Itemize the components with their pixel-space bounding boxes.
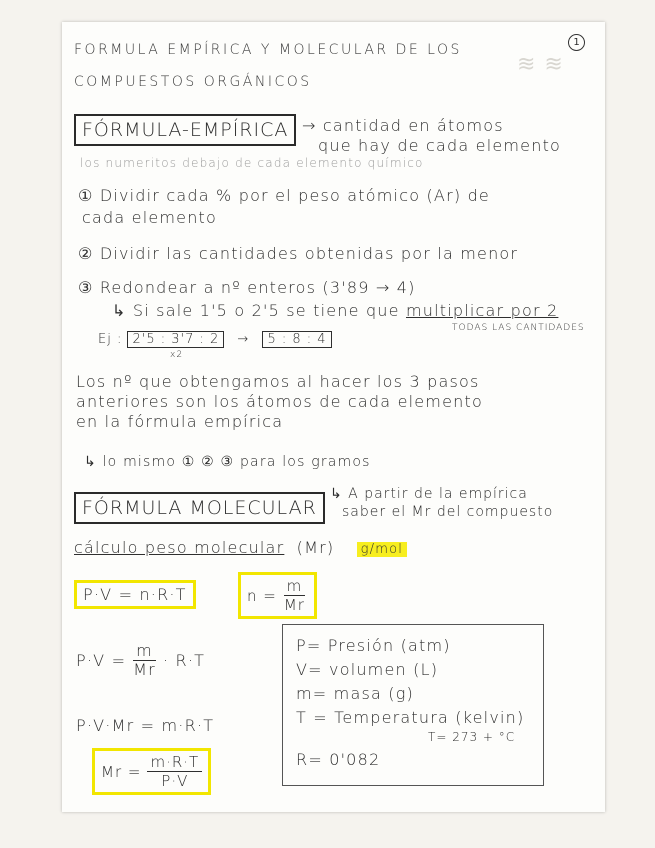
- empirica-def-line1: → cantidad en átomos: [302, 116, 504, 135]
- eq2: [76, 642, 205, 679]
- legend-r: R= 0'082: [296, 750, 381, 769]
- eq2-lhs: P·V =: [76, 651, 127, 670]
- step1-line1: ① Dividir cada % por el peso atómico (Ar) de: [78, 186, 490, 205]
- conclusion-line3: en la fórmula empírica: [76, 412, 284, 431]
- legend-t: T = Temperatura (kelvin): [296, 708, 525, 727]
- eq3: P·V·Mr = m·R·T: [76, 716, 215, 735]
- empirica-heading: FÓRMULA-EMPÍRICA: [74, 114, 296, 146]
- calc-label: cálculo peso molecular: [74, 538, 285, 557]
- example-mult: x2: [170, 350, 184, 360]
- calc-mr: (Mr): [296, 538, 335, 557]
- example-ratio: 2'5 : 3'7 : 2: [127, 331, 224, 348]
- example-result: 5 : 8 : 4: [262, 331, 331, 348]
- page-number: 1: [568, 34, 585, 51]
- molecular-def-line1: ↳ A partir de la empírica: [330, 486, 528, 502]
- n-lhs: n =: [247, 586, 277, 605]
- n-den: Mr: [283, 596, 305, 614]
- conclusion-line2: anteriores son los átomos de cada elemento: [76, 392, 483, 411]
- step3: ③ Redondear a nº enteros (3'89 → 4): [78, 278, 416, 297]
- legend-p: P= Presión (atm): [296, 636, 451, 655]
- n-fraction: [281, 577, 308, 614]
- step1-line2: cada elemento: [82, 208, 218, 227]
- eq-ideal-gas: P·V = n·R·T: [74, 580, 196, 609]
- mr-box: [92, 748, 211, 795]
- calc-unit: g/mol: [357, 542, 407, 557]
- empirica-def-line2: que hay de cada elemento: [318, 136, 562, 155]
- example-arrow: →: [237, 332, 250, 347]
- n-num: m: [284, 577, 306, 596]
- todas-label: TODAS LAS CANTIDADES: [452, 323, 585, 333]
- legend-t-conversion: T= 273 + °C: [428, 730, 516, 744]
- eq2-den: Mr: [133, 660, 156, 679]
- eq2-num: m: [133, 642, 156, 661]
- step3-sub-prefix: ↳ Si sale 1'5 o 2'5 se tiene que: [112, 301, 400, 320]
- mr-lhs: Mr =: [101, 762, 142, 781]
- mr-num: m·R·T: [147, 753, 202, 772]
- legend-m: m= masa (g): [296, 684, 414, 703]
- legend-v: V= volumen (L): [296, 660, 439, 679]
- notebook-page: [62, 22, 605, 812]
- ghost-text: ≋ ≋: [517, 52, 564, 77]
- mr-den: P·V: [161, 772, 189, 790]
- step2: ② Dividir las cantidades obtenidas por la menor: [78, 244, 519, 263]
- eq2-rhs: · R·T: [162, 651, 206, 670]
- mr-fraction: [147, 753, 202, 790]
- page-title-line1: FORMULA EMPÍRICA Y MOLECULAR DE LOS: [74, 42, 462, 58]
- conclusion-line1: Los nº que obtengamos al hacer los 3 pasos: [76, 372, 480, 391]
- example-row: [98, 332, 332, 347]
- calc-row: [74, 538, 407, 557]
- eq-n-box: [238, 572, 317, 619]
- eq2-fraction: [130, 642, 159, 679]
- step3-sub-underlined: multiplicar por 2: [406, 301, 559, 320]
- step3-sub: [112, 301, 558, 320]
- page-title-line2: COMPUESTOS ORGÁNICOS: [74, 74, 312, 90]
- molecular-heading: FÓRMULA MOLECULAR: [74, 492, 325, 524]
- gramos-note: ↳ lo mismo ① ② ③ para los gramos: [84, 454, 371, 470]
- example-label: Ej :: [98, 332, 123, 347]
- empirica-note: los numeritos debajo de cada elemento químico: [80, 156, 424, 170]
- molecular-def-line2: saber el Mr del compuesto: [342, 504, 554, 520]
